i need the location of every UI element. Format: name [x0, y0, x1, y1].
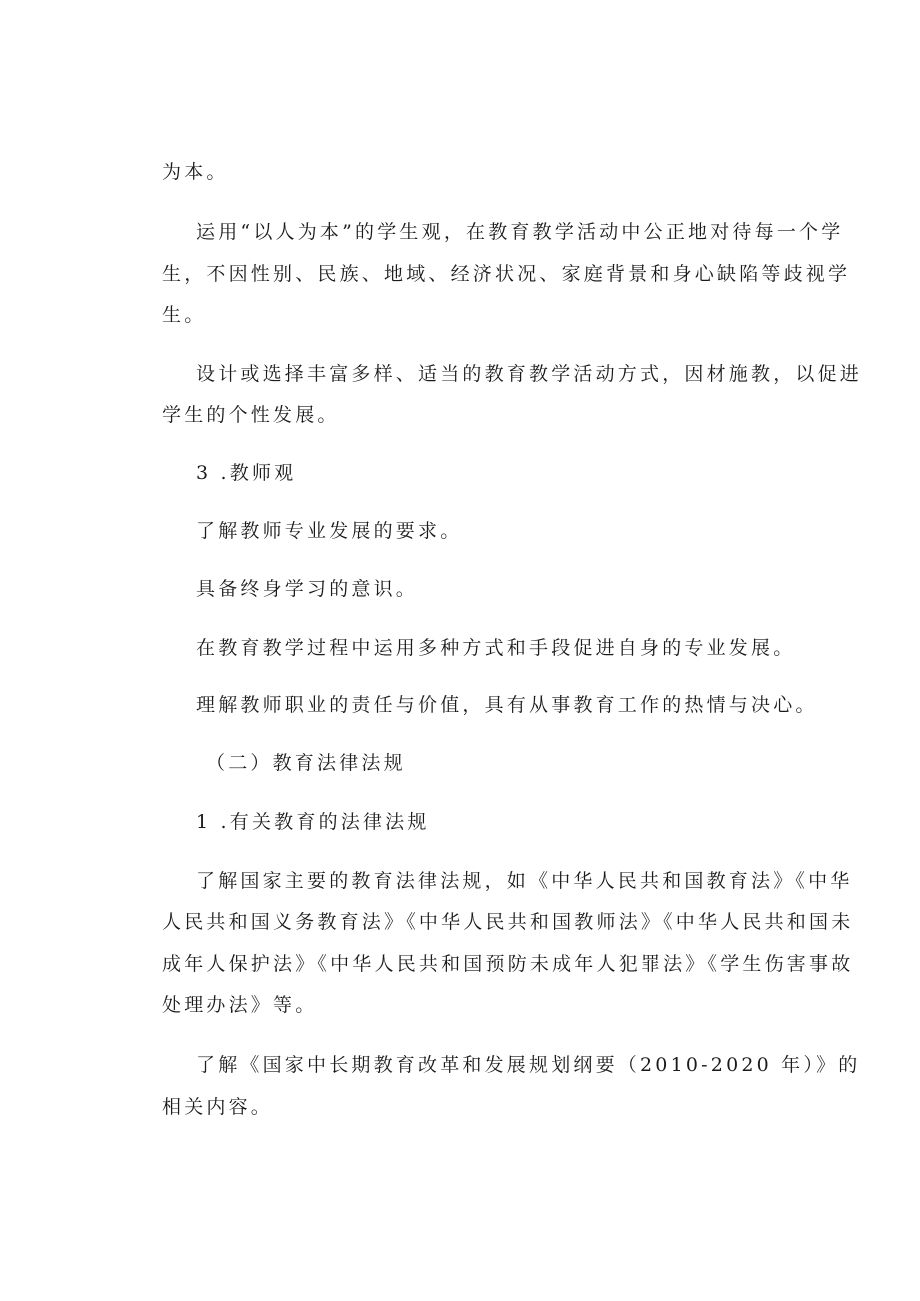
- paragraph-line: 设计或选择丰富多样、适当的教育教学活动方式，因材施教，以促进: [196, 363, 863, 385]
- paragraph-line: 生，不因性别、民族、地域、经济状况、家庭背景和身心缺陷等歧视学: [162, 263, 851, 285]
- paragraph-line: 处理办法》等。: [162, 994, 318, 1016]
- paragraph-line: 人民共和国义务教育法》《中华人民共和国教师法》《中华人民共和国未: [162, 911, 854, 933]
- paragraph-line: 学生的个性发展。: [162, 404, 340, 426]
- paragraph-line: 了解教师专业发展的要求。: [196, 520, 463, 542]
- section-heading: 1 .有关教育的法律法规: [196, 811, 430, 833]
- section-heading: （二）教育法律法规: [206, 752, 406, 774]
- paragraph-line: 生。: [162, 304, 207, 326]
- paragraph-line: 了解《国家中长期教育改革和发展规划纲要（2010-2020 年）》的: [196, 1054, 861, 1076]
- paragraph-line: 相关内容。: [162, 1096, 274, 1118]
- paragraph-line: 在教育教学过程中运用多种方式和手段促进自身的专业发展。: [196, 637, 796, 659]
- paragraph-line: 成年人保护法》《中华人民共和国预防未成年人犯罪法》《学生伤害事故: [162, 953, 854, 975]
- paragraph-line: 运用“以人为本”的学生观，在教育教学活动中公正地对待每一个学: [196, 221, 844, 243]
- section-heading: 3 .教师观: [196, 462, 297, 484]
- paragraph-line: 了解国家主要的教育法律法规，如《中华人民共和国教育法》《中华: [196, 870, 853, 892]
- paragraph-line: 为本。: [162, 161, 229, 183]
- paragraph-line: 具备终身学习的意识。: [196, 578, 419, 600]
- paragraph-line: 理解教师职业的责任与价值，具有从事教育工作的热情与决心。: [196, 694, 818, 716]
